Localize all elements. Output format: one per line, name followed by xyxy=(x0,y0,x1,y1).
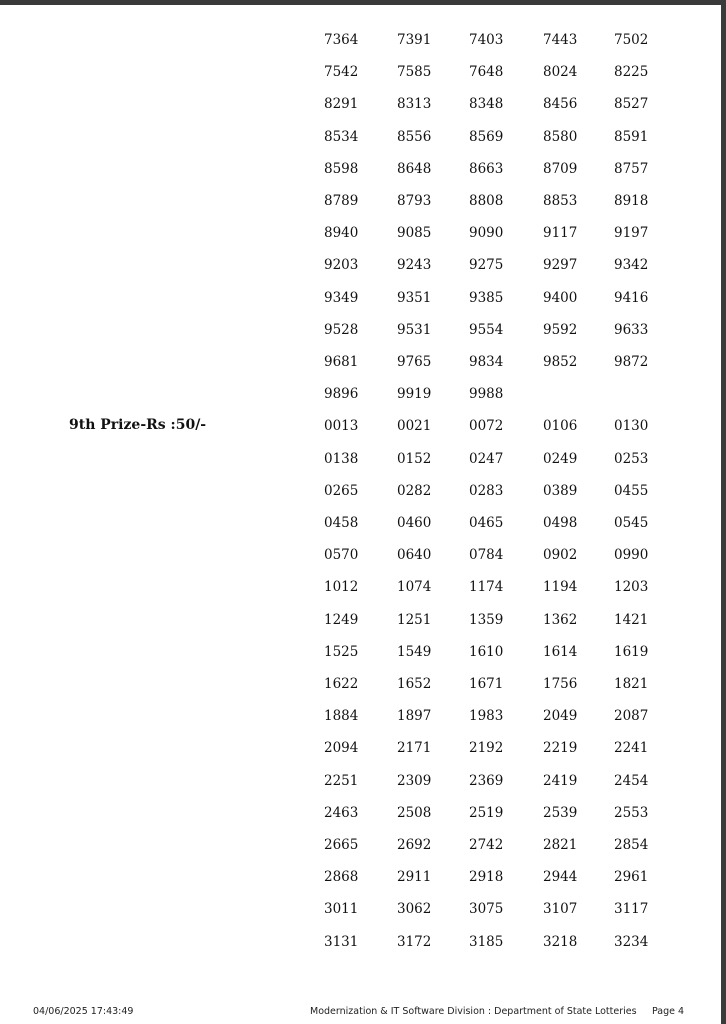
ticket-number: 7502 xyxy=(614,32,649,48)
ticket-number: 1359 xyxy=(469,611,504,628)
ticket-number: 8527 xyxy=(614,96,649,113)
ticket-number: 0784 xyxy=(469,547,504,564)
ticket-number: 2961 xyxy=(614,869,649,886)
ticket-number: 0498 xyxy=(543,515,578,531)
ticket-number: 1421 xyxy=(614,611,649,628)
ticket-number: 0247 xyxy=(469,450,504,467)
ticket-number: 0282 xyxy=(397,482,432,499)
ticket-number: 3218 xyxy=(543,933,578,950)
ticket-number: 8808 xyxy=(469,193,504,209)
ticket-number: 7648 xyxy=(469,64,504,81)
ticket-number: 2911 xyxy=(397,869,432,886)
ticket-number: 0253 xyxy=(614,450,649,467)
ticket-number: 1619 xyxy=(614,643,649,660)
ticket-number: 8789 xyxy=(324,193,359,209)
ticket-number: 1074 xyxy=(397,579,432,596)
footer-timestamp: 04/06/2025 17:43:49 xyxy=(33,1006,134,1017)
ticket-number: 1012 xyxy=(324,579,359,596)
ticket-number: 8709 xyxy=(543,160,578,177)
ticket-number: 2219 xyxy=(543,740,578,757)
ticket-number: 1362 xyxy=(543,611,578,628)
ticket-number: 8225 xyxy=(614,64,649,81)
ticket-number: 2087 xyxy=(614,708,649,725)
ticket-number: 9528 xyxy=(324,321,359,338)
ticket-number: 7403 xyxy=(469,32,504,48)
ticket-number: 2171 xyxy=(397,740,432,757)
ticket-number: 1614 xyxy=(543,643,578,660)
ticket-number: 3185 xyxy=(469,933,504,950)
prize-heading: 9th Prize-Rs :50/- xyxy=(69,417,207,433)
ticket-number: 0013 xyxy=(324,418,359,435)
ticket-number: 2553 xyxy=(614,804,649,821)
ticket-number: 9400 xyxy=(543,289,578,306)
ticket-number: 2419 xyxy=(543,772,578,789)
ticket-number: 9275 xyxy=(469,257,504,274)
ticket-number: 2519 xyxy=(469,804,504,821)
footer-division: Modernization & IT Software Division : Department of State Lotteries xyxy=(310,1006,637,1017)
ticket-number: 8793 xyxy=(397,193,432,209)
ticket-number: 2918 xyxy=(469,869,504,886)
ticket-number: 1174 xyxy=(469,579,504,596)
ticket-number: 3062 xyxy=(397,901,432,918)
ticket-number: 3117 xyxy=(614,901,649,918)
ticket-number: 1194 xyxy=(543,579,578,596)
ticket-number: 8556 xyxy=(397,128,432,145)
ticket-number: 8591 xyxy=(614,128,649,145)
ticket-number: 8291 xyxy=(324,96,359,113)
ticket-number: 7585 xyxy=(397,64,432,81)
ticket-number: 0265 xyxy=(324,482,359,499)
ticket-number: 8534 xyxy=(324,128,359,145)
ticket-number: 9243 xyxy=(397,257,432,274)
ticket-number: 1203 xyxy=(614,579,649,596)
ticket-number: 2821 xyxy=(543,837,578,853)
ticket-number: 9416 xyxy=(614,289,649,306)
ticket-number: 1983 xyxy=(469,708,504,725)
ticket-number: 9297 xyxy=(543,257,578,274)
ticket-number: 8940 xyxy=(324,225,359,242)
ticket-number: 0458 xyxy=(324,515,359,531)
ticket-number: 2094 xyxy=(324,740,359,757)
ticket-number: 8648 xyxy=(397,160,432,177)
ticket-number: 1821 xyxy=(614,676,649,692)
ticket-number: 0138 xyxy=(324,450,359,467)
ticket-number: 8918 xyxy=(614,193,649,209)
ticket-number: 8569 xyxy=(469,128,504,145)
ticket-number: 9988 xyxy=(469,386,504,403)
ticket-number: 7391 xyxy=(397,32,432,48)
ticket-number: 9385 xyxy=(469,289,504,306)
ticket-number: 0152 xyxy=(397,450,432,467)
ticket-number: 9090 xyxy=(469,225,504,242)
ticket-number: 2854 xyxy=(614,837,649,853)
ticket-number: 0389 xyxy=(543,482,578,499)
ticket-number: 2309 xyxy=(397,772,432,789)
ticket-number: 9197 xyxy=(614,225,649,242)
ticket-number: 8757 xyxy=(614,160,649,177)
ticket-number: 1671 xyxy=(469,676,504,692)
ticket-number: 1610 xyxy=(469,643,504,660)
ticket-number: 0106 xyxy=(543,418,578,435)
ticket-number: 9351 xyxy=(397,289,432,306)
ticket-number: 9592 xyxy=(543,321,578,338)
ticket-number: 8663 xyxy=(469,160,504,177)
ticket-number: 0545 xyxy=(614,515,649,531)
ticket-number: 2463 xyxy=(324,804,359,821)
ticket-number: 7364 xyxy=(324,32,359,48)
ticket-number: 0640 xyxy=(397,547,432,564)
ticket-number: 1251 xyxy=(397,611,432,628)
ticket-number: 2742 xyxy=(469,837,504,853)
ticket-number: 0072 xyxy=(469,418,504,435)
ticket-number: 0249 xyxy=(543,450,578,467)
ticket-number: 9342 xyxy=(614,257,649,274)
ticket-number: 9834 xyxy=(469,354,504,370)
ticket-number: 0465 xyxy=(469,515,504,531)
ticket-number: 0283 xyxy=(469,482,504,499)
ticket-number: 2665 xyxy=(324,837,359,853)
ticket-number: 1884 xyxy=(324,708,359,725)
ticket-number: 0021 xyxy=(397,418,432,435)
ticket-number: 2251 xyxy=(324,772,359,789)
ticket-number: 3075 xyxy=(469,901,504,918)
ticket-number: 2049 xyxy=(543,708,578,725)
ticket-number: 1525 xyxy=(324,643,359,660)
ticket-number: 7443 xyxy=(543,32,578,48)
ticket-number: 0130 xyxy=(614,418,649,435)
ticket-number: 8024 xyxy=(543,64,578,81)
ticket-number: 2868 xyxy=(324,869,359,886)
ticket-number: 9852 xyxy=(543,354,578,370)
ticket-number: 2508 xyxy=(397,804,432,821)
ticket-number: 9203 xyxy=(324,257,359,274)
ticket-number: 9531 xyxy=(397,321,432,338)
ticket-number: 0902 xyxy=(543,547,578,564)
ticket-number: 9085 xyxy=(397,225,432,242)
ticket-number: 2241 xyxy=(614,740,649,757)
ticket-number: 9872 xyxy=(614,354,649,370)
ticket-number: 1897 xyxy=(397,708,432,725)
ticket-number: 9554 xyxy=(469,321,504,338)
ticket-number: 9633 xyxy=(614,321,649,338)
ticket-number: 2369 xyxy=(469,772,504,789)
footer-page-number: Page 4 xyxy=(652,1006,685,1017)
ticket-number: 1622 xyxy=(324,676,359,692)
ticket-number: 1249 xyxy=(324,611,359,628)
ticket-number: 3234 xyxy=(614,933,649,950)
ticket-number: 9919 xyxy=(397,386,432,403)
ticket-number: 0460 xyxy=(397,515,432,531)
ticket-number: 9349 xyxy=(324,289,359,306)
ticket-number: 7542 xyxy=(324,64,359,81)
ticket-number: 0570 xyxy=(324,547,359,564)
ticket-number: 0990 xyxy=(614,547,649,564)
ticket-number: 1756 xyxy=(543,676,578,692)
ticket-number: 3107 xyxy=(543,901,578,918)
ticket-number: 9896 xyxy=(324,386,359,403)
ticket-number: 2692 xyxy=(397,837,432,853)
ticket-number: 9681 xyxy=(324,354,359,370)
ticket-number: 2539 xyxy=(543,804,578,821)
ticket-number: 1652 xyxy=(397,676,432,692)
ticket-number: 9117 xyxy=(543,225,578,242)
ticket-number: 3011 xyxy=(324,901,359,918)
ticket-number: 3172 xyxy=(397,933,432,950)
ticket-number: 8313 xyxy=(397,96,432,113)
ticket-number: 0455 xyxy=(614,482,649,499)
ticket-number: 2944 xyxy=(543,869,578,886)
ticket-number: 2454 xyxy=(614,772,649,789)
ticket-number: 8348 xyxy=(469,96,504,113)
ticket-number: 2192 xyxy=(469,740,504,757)
ticket-number: 8456 xyxy=(543,96,578,113)
ticket-number: 1549 xyxy=(397,643,432,660)
ticket-number: 9765 xyxy=(397,354,432,370)
ticket-number: 8853 xyxy=(543,193,578,209)
ticket-number: 8580 xyxy=(543,128,578,145)
ticket-number: 3131 xyxy=(324,933,359,950)
ticket-number: 8598 xyxy=(324,160,359,177)
